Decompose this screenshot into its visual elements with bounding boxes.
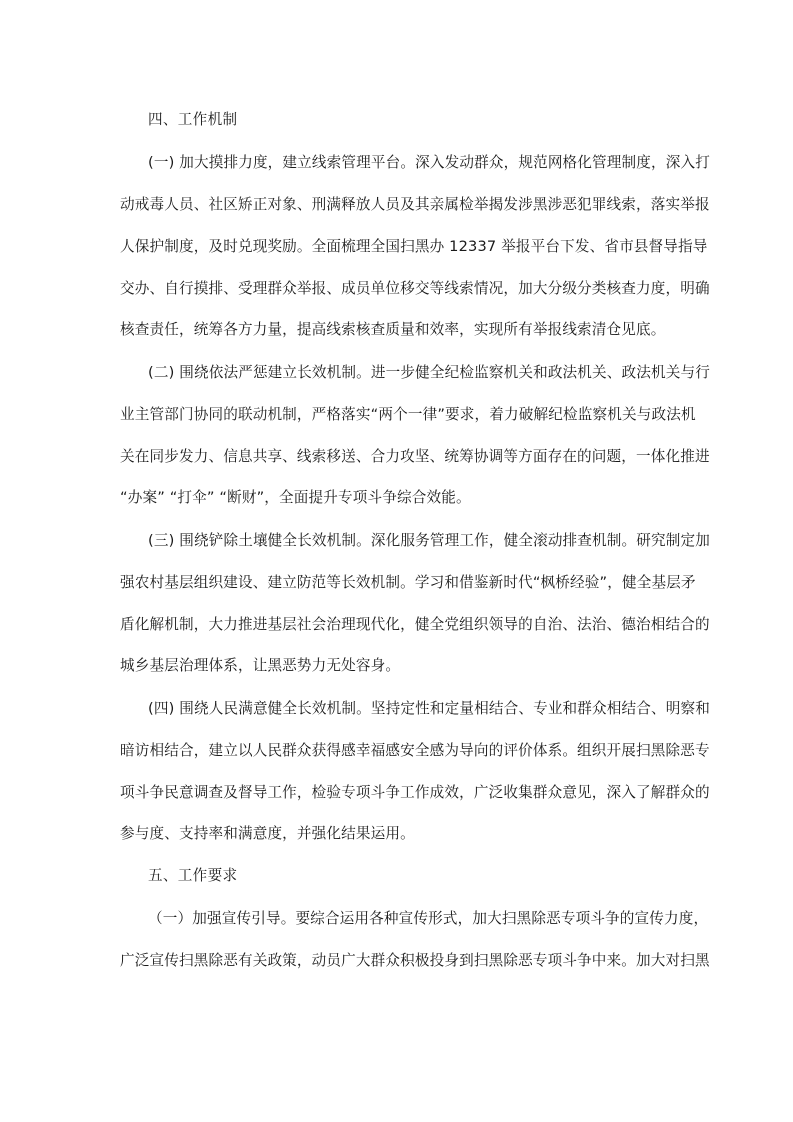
paragraph-1-line-3: 人保护制度，及时兑现奖励。全面梳理全国扫黑办 12337 举报平台下发、省市县督导指导 — [120, 238, 708, 255]
section-heading-5: 五、工作要求 — [148, 867, 238, 884]
paragraph-3-line-2: 强农村基层组织建设、建立防范等长效机制。学习和借鉴新时代“枫桥经验”，健全基层矛 — [120, 574, 696, 591]
paragraph-2-line-2: 业主管部门协同的联动机制，严格落实“两个一律”要求，着力破解纪检监察机关与政法机 — [120, 406, 696, 423]
section-heading-4: 四、工作机制 — [148, 111, 238, 128]
paragraph-4-line-1: (四) 围绕人民满意健全长效机制。坚持定性和定量相结合、专业和群众相结合、明察和 — [148, 700, 710, 717]
paragraph-3-line-3: 盾化解机制，大力推进基层社会治理现代化，健全党组织领导的自治、法治、德治相结合的 — [120, 616, 710, 633]
paragraph-3-line-4: 城乡基层治理体系，让黑恶势力无处容身。 — [120, 657, 401, 674]
paragraph-4-line-4: 参与度、支持率和满意度，并强化结果运用。 — [120, 825, 415, 842]
paragraph-1-line-1: (一) 加大摸排力度，建立线索管理平台。深入发动群众，规范网格化管理制度，深入打 — [148, 154, 710, 171]
paragraph-1-line-4: 交办、自行摸排、受理群众举报、成员单位移交等线索情况，加大分级分类核查力度，明确 — [120, 280, 710, 297]
paragraph-1-line-5: 核查责任，统筹各方力量，提高线索核查质量和效率，实现所有举报线索清仓见底。 — [120, 321, 666, 338]
paragraph-5-line-2: 广泛宣传扫黑除恶有关政策，动员广大群众积极投身到扫黑除恶专项斗争中来。加大对扫黑 — [120, 952, 710, 969]
paragraph-2-line-4: “办案” “打伞” “断财”，全面提升专项斗争综合效能。 — [120, 489, 471, 506]
paragraph-2-line-3: 关在同步发力、信息共享、线索移送、合力攻坚、统筹协调等方面存在的问题，一体化推进 — [120, 448, 710, 465]
paragraph-5-line-1: （一）加强宣传引导。要综合运用各种宣传形式，加大扫黑除恶专项斗争的宣传力度， — [148, 910, 709, 927]
paragraph-2-line-1: (二) 围绕依法严惩建立长效机制。进一步健全纪检监察机关和政法机关、政法机关与行 — [148, 364, 710, 381]
paragraph-3-line-1: (三) 围绕铲除土壤健全长效机制。深化服务管理工作，健全滚动排查机制。研究制定加 — [148, 532, 710, 549]
paragraph-4-line-3: 项斗争民意调查及督导工作，检验专项斗争工作成效，广泛收集群众意见，深入了解群众的 — [120, 784, 710, 801]
paragraph-4-line-2: 暗访相结合，建立以人民群众获得感幸福感安全感为导向的评价体系。组织开展扫黑除恶专 — [120, 742, 710, 759]
paragraph-1-line-2: 动戒毒人员、社区矫正对象、刑满释放人员及其亲属检举揭发涉黑涉恶犯罪线索，落实举报 — [120, 196, 710, 213]
